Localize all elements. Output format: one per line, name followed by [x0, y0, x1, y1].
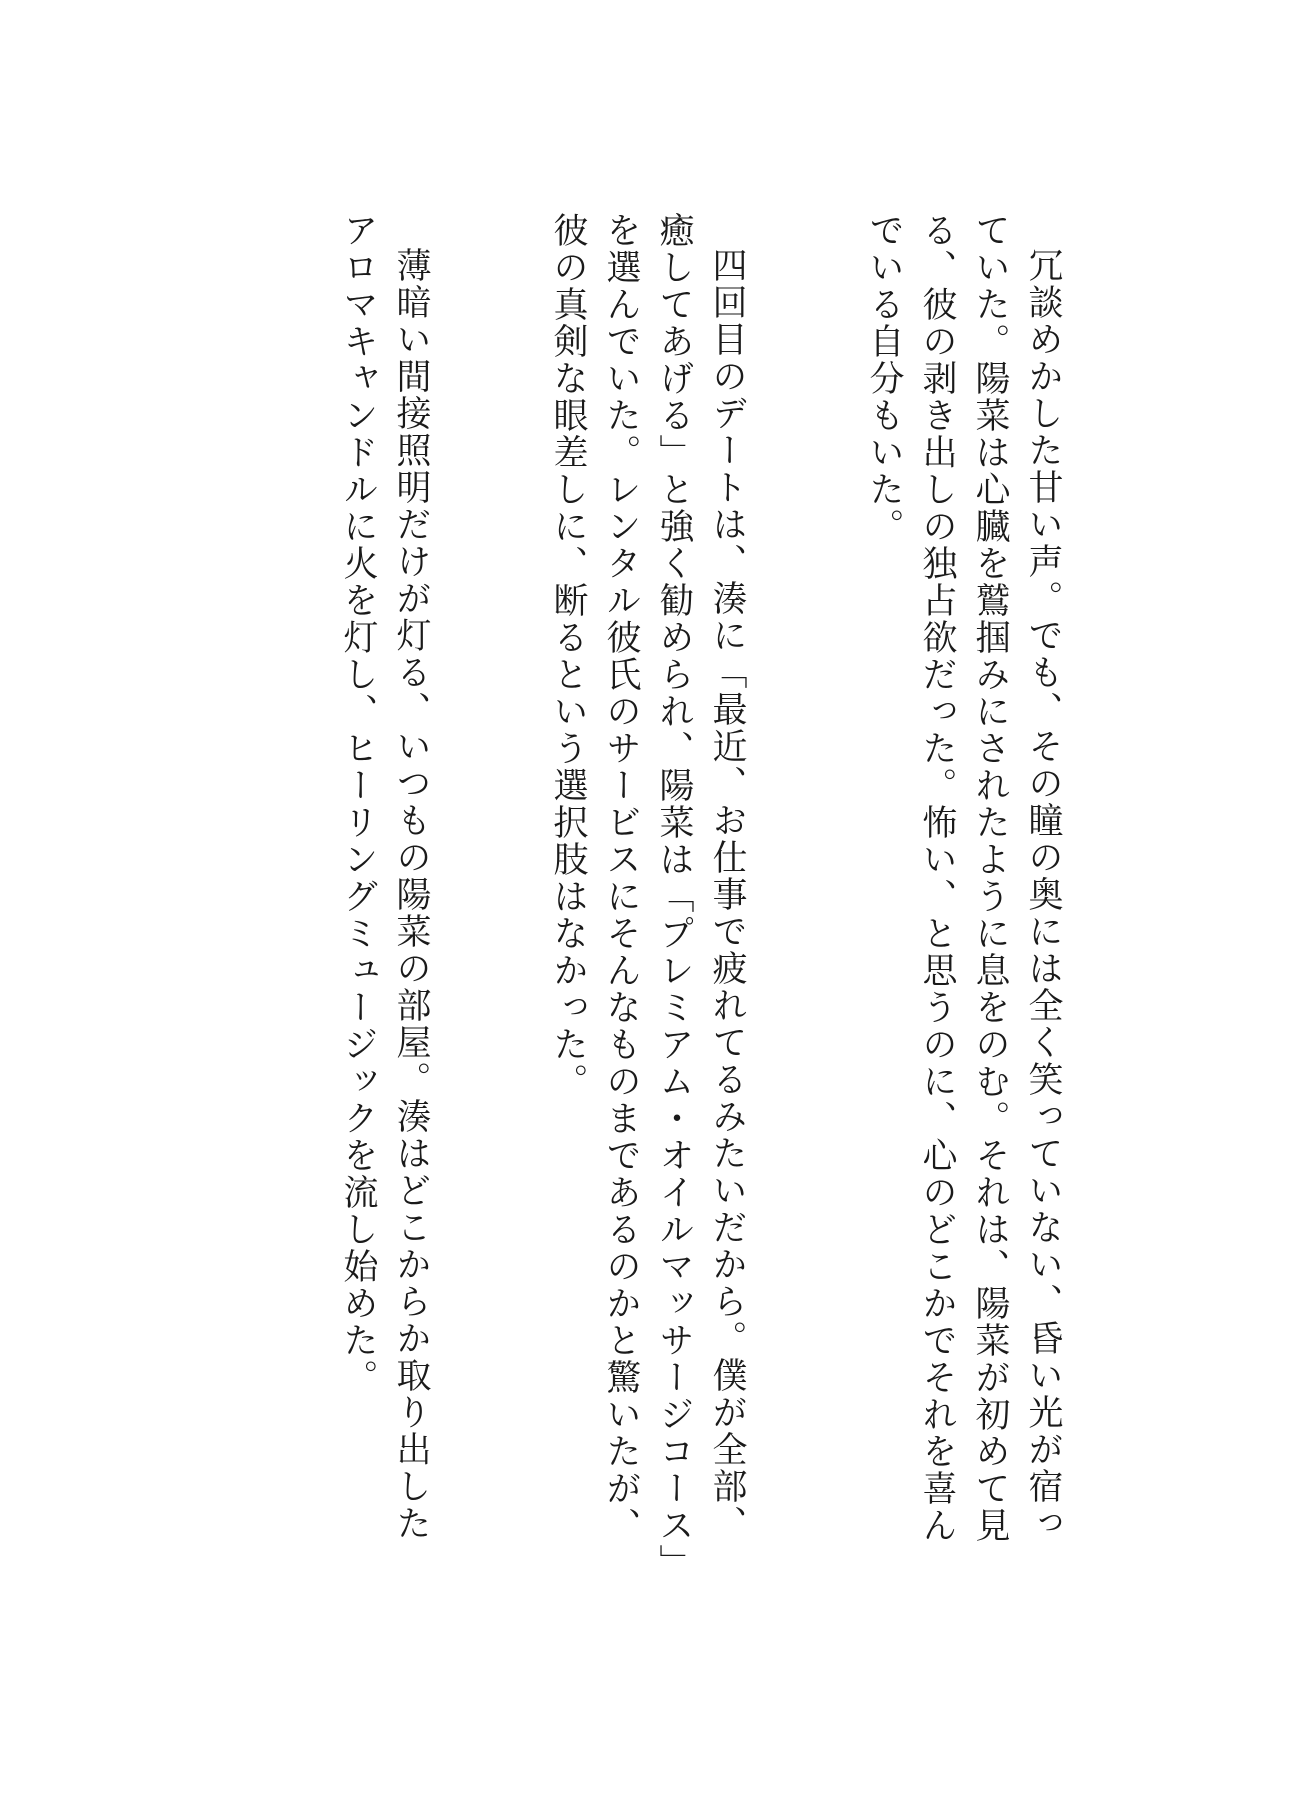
vertical-text-body [331, 212, 1069, 1572]
paragraph-spacer [437, 212, 541, 213]
paragraph-spacer [753, 212, 857, 213]
paragraph-2: 四回目のデートは、湊に「最近、お仕事で疲れてるみたいだから。僕が全部、癒してあげる」と強く勧められ、陽菜は「プレミアム・オイルマッサージコース」を選んでいた。レンタル彼氏のサービスにそんなものまであるのかと驚いたが、彼の真剣な眼差しに、断るという選択肢はなかった。 [548, 212, 747, 1564]
paragraph-1: 冗談めかした甘い声。でも、その瞳の奥には全く笑っていない、昏い光が宿っていた。陽菜は心臓を鷲掴みにされたように息をのむ。それは、陽菜が初めて見る、彼の剥き出しの独占欲だった。怖い、と思うのに、心のどこかでそれを喜んでいる自分もいた。 [864, 212, 1063, 1544]
paragraph-3: 薄暗い間接照明だけが灯る、いつもの陽菜の部屋。湊はどこからか取り出したアロマキャンドルに火を灯し、ヒーリングミュージックを流し始めた。 [338, 212, 431, 1542]
